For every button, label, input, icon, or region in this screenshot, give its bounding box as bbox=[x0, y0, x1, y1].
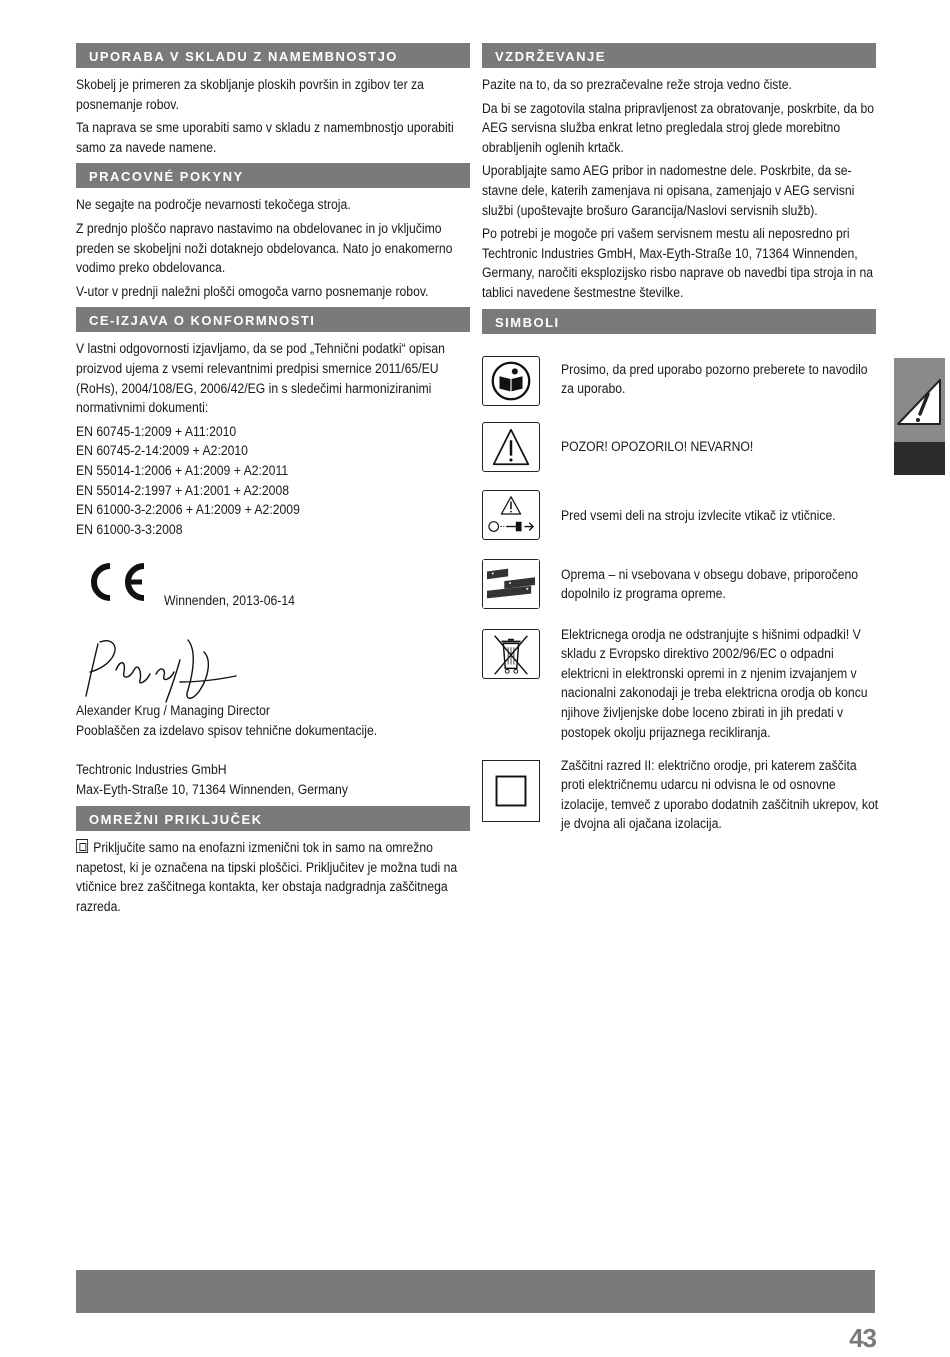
weee-bin-icon bbox=[482, 629, 540, 679]
paragraph: Z prednjo ploščo napravo nastavimo na obdelovanec in jo vključimo preden se skobeljni noži dotaknejo obdelovanca. Nato jo enakomerno vodimo preko obdelovanca. bbox=[76, 220, 453, 277]
section-heading-ce-declaration: CE-IZJAVA O KONFORMNOSTI bbox=[76, 307, 470, 332]
class-ii-icon bbox=[482, 760, 540, 822]
paragraph: Ta naprava se sme uporabiti samo v skladu z namembnostjo uporabiti samo za navede namene. bbox=[76, 120, 454, 156]
warning-icon bbox=[482, 422, 540, 472]
left-column bbox=[76, 43, 470, 918]
page-number: 43 bbox=[849, 1323, 876, 1353]
mains-connection-text: Priključite samo na enofazni izmenični tok in samo na omrežno napetost, ki je označena na tipski ploščici. Priključitev je možna tudi na vtičnice brez zaščitnega kontakta, ker obstaja nadgradnja zaščitnega razreda. bbox=[76, 840, 458, 916]
paragraph: Skobelj je primeren za skobljanje ploskih površin in zgibov ter za posnemanje robov. bbox=[76, 77, 424, 113]
standard-item: EN 55014-2:1997 + A1:2001 + A2:2008 bbox=[76, 482, 290, 499]
symbol-description: Pred vsemi deli na stroju izvlecite vtikač iz vtičnice. bbox=[561, 507, 836, 524]
signature-image bbox=[76, 630, 246, 706]
place-and-date: Winnenden, 2013-06-14 bbox=[164, 593, 295, 610]
paragraph: V-utor v prednji naležni plošči omogoča varno posnemanje robov. bbox=[76, 283, 429, 300]
standard-item: EN 60745-2-14:2009 + A2:2010 bbox=[76, 443, 248, 460]
section-heading-maintenance: VZDRŽEVANJE bbox=[482, 43, 876, 68]
paragraph: V lastni odgovornosti izjavljamo, da se pod „Tehnični podatki“ opisan proizvod ujema z vsemi relevantnimi predpisi smernice 2011/65/EU (RoHs), 2004/108/EG, 2006/42/EG in s sledečimi harmoniziranimi normativnimi dokumenti: bbox=[76, 341, 445, 417]
footer-bar bbox=[76, 1270, 875, 1313]
symbol-description: Zaščitni razred II: električno orodje, pri katerem zaščita proti električnemu udarcu ni odvisna le od osnovne izolacije, temveč z uporabo dodatnih zaščitnih ukrepov, kot je dvojna ali ojačana izolacija. bbox=[561, 757, 879, 833]
section-heading-mains-connection: OMREŽNI PRIKLJUČEK bbox=[76, 806, 470, 831]
company-name: Techtronic Industries GmbH bbox=[76, 762, 227, 779]
section-heading-work-instructions: PRACOVNÉ POKYNY bbox=[76, 163, 470, 188]
paragraph: Da bi se zagotovila stalna pripravljenost za obratovanje, poskrbite, da bo AEG servisna služba enkrat letno pregledala stroj glede morebitno obrabljenih oglenih krtačk. bbox=[482, 100, 875, 156]
section-heading-intended-use: UPORABA V SKLADU Z NAMEMBNOSTJO bbox=[76, 43, 470, 68]
symbol-description: Elektricnega orodja ne odstranjujte s hišnimi odpadki! V skladu z Evropsko direktivo 2002/96/EC o odpadni elektricni in elektronski opremi in z njenim izvajanjem v nacionalni zakonodaji je treba elektricna orodja ob koncu njihove življenjske dobe loceno zbirati in jih predati v postopek okolju prijaznega recikliranja. bbox=[561, 626, 868, 741]
standards-list bbox=[76, 423, 469, 541]
signer-name: Alexander Krug / Managing Director bbox=[76, 703, 270, 720]
standard-item: EN 60745-1:2009 + A11:2010 bbox=[76, 423, 237, 440]
paragraph: Po potrebi je mogoče pri vašem servisnem mestu ali neposredno pri Techtronic Industries GmbH, Max-Eyth-Straße 10, 71364 Winnenden, Germany, naročiti eksplozijsko risbo naprave ob navedbi tipa stroja in na tablici navedene šestmestne številke. bbox=[482, 226, 874, 301]
symbol-description: POZOR! OPOZORILO! NEVARNO! bbox=[561, 438, 754, 455]
standard-item: EN 61000-3-3:2008 bbox=[76, 521, 183, 538]
paragraph: Uporabljajte samo AEG pribor in nadomestne dele. Poskrbite, da se-stavne dele, katerih zamenjava ni opisana, zamenjajo v AEG servisni službi (upoštevajte brošuro Garancija/Naslovi servisnih služb). bbox=[482, 163, 855, 219]
symbol-description: Prosimo, da pred uporabo pozorno preberete to navodilo za uporabo. bbox=[561, 361, 868, 398]
symbol-description: Oprema – ni vsebovana v obsegu dobave, priporočeno dopolnilo iz programa opreme. bbox=[561, 566, 859, 603]
authorized-text: Pooblaščen za izdelavo spisov tehnične dokumentacije. bbox=[76, 722, 378, 739]
section-heading-symbols: SIMBOLI bbox=[482, 309, 876, 334]
side-tab bbox=[894, 358, 945, 475]
unplug-icon bbox=[482, 490, 540, 540]
accessory-icon bbox=[482, 559, 540, 609]
company-address: Max-Eyth-Straße 10, 71364 Winnenden, Germany bbox=[76, 781, 348, 798]
standard-item: EN 61000-3-2:2006 + A1:2009 + A2:2009 bbox=[76, 502, 300, 519]
paragraph: Pazite na to, da so prezračevalne reže stroja vedno čiste. bbox=[482, 77, 792, 93]
ce-marking-row bbox=[76, 558, 470, 620]
class-ii-icon bbox=[76, 839, 88, 853]
paragraph: Ne segajte na področje nevarnosti tekočega stroja. bbox=[76, 197, 351, 214]
ce-mark-icon bbox=[80, 562, 148, 602]
warning-tab-face bbox=[894, 358, 945, 442]
right-column bbox=[482, 43, 879, 833]
warning-tab-icon bbox=[894, 358, 945, 442]
read-manual-icon bbox=[482, 356, 540, 406]
paragraph bbox=[76, 839, 469, 917]
standard-item: EN 55014-1:2006 + A1:2009 + A2:2011 bbox=[76, 462, 289, 479]
